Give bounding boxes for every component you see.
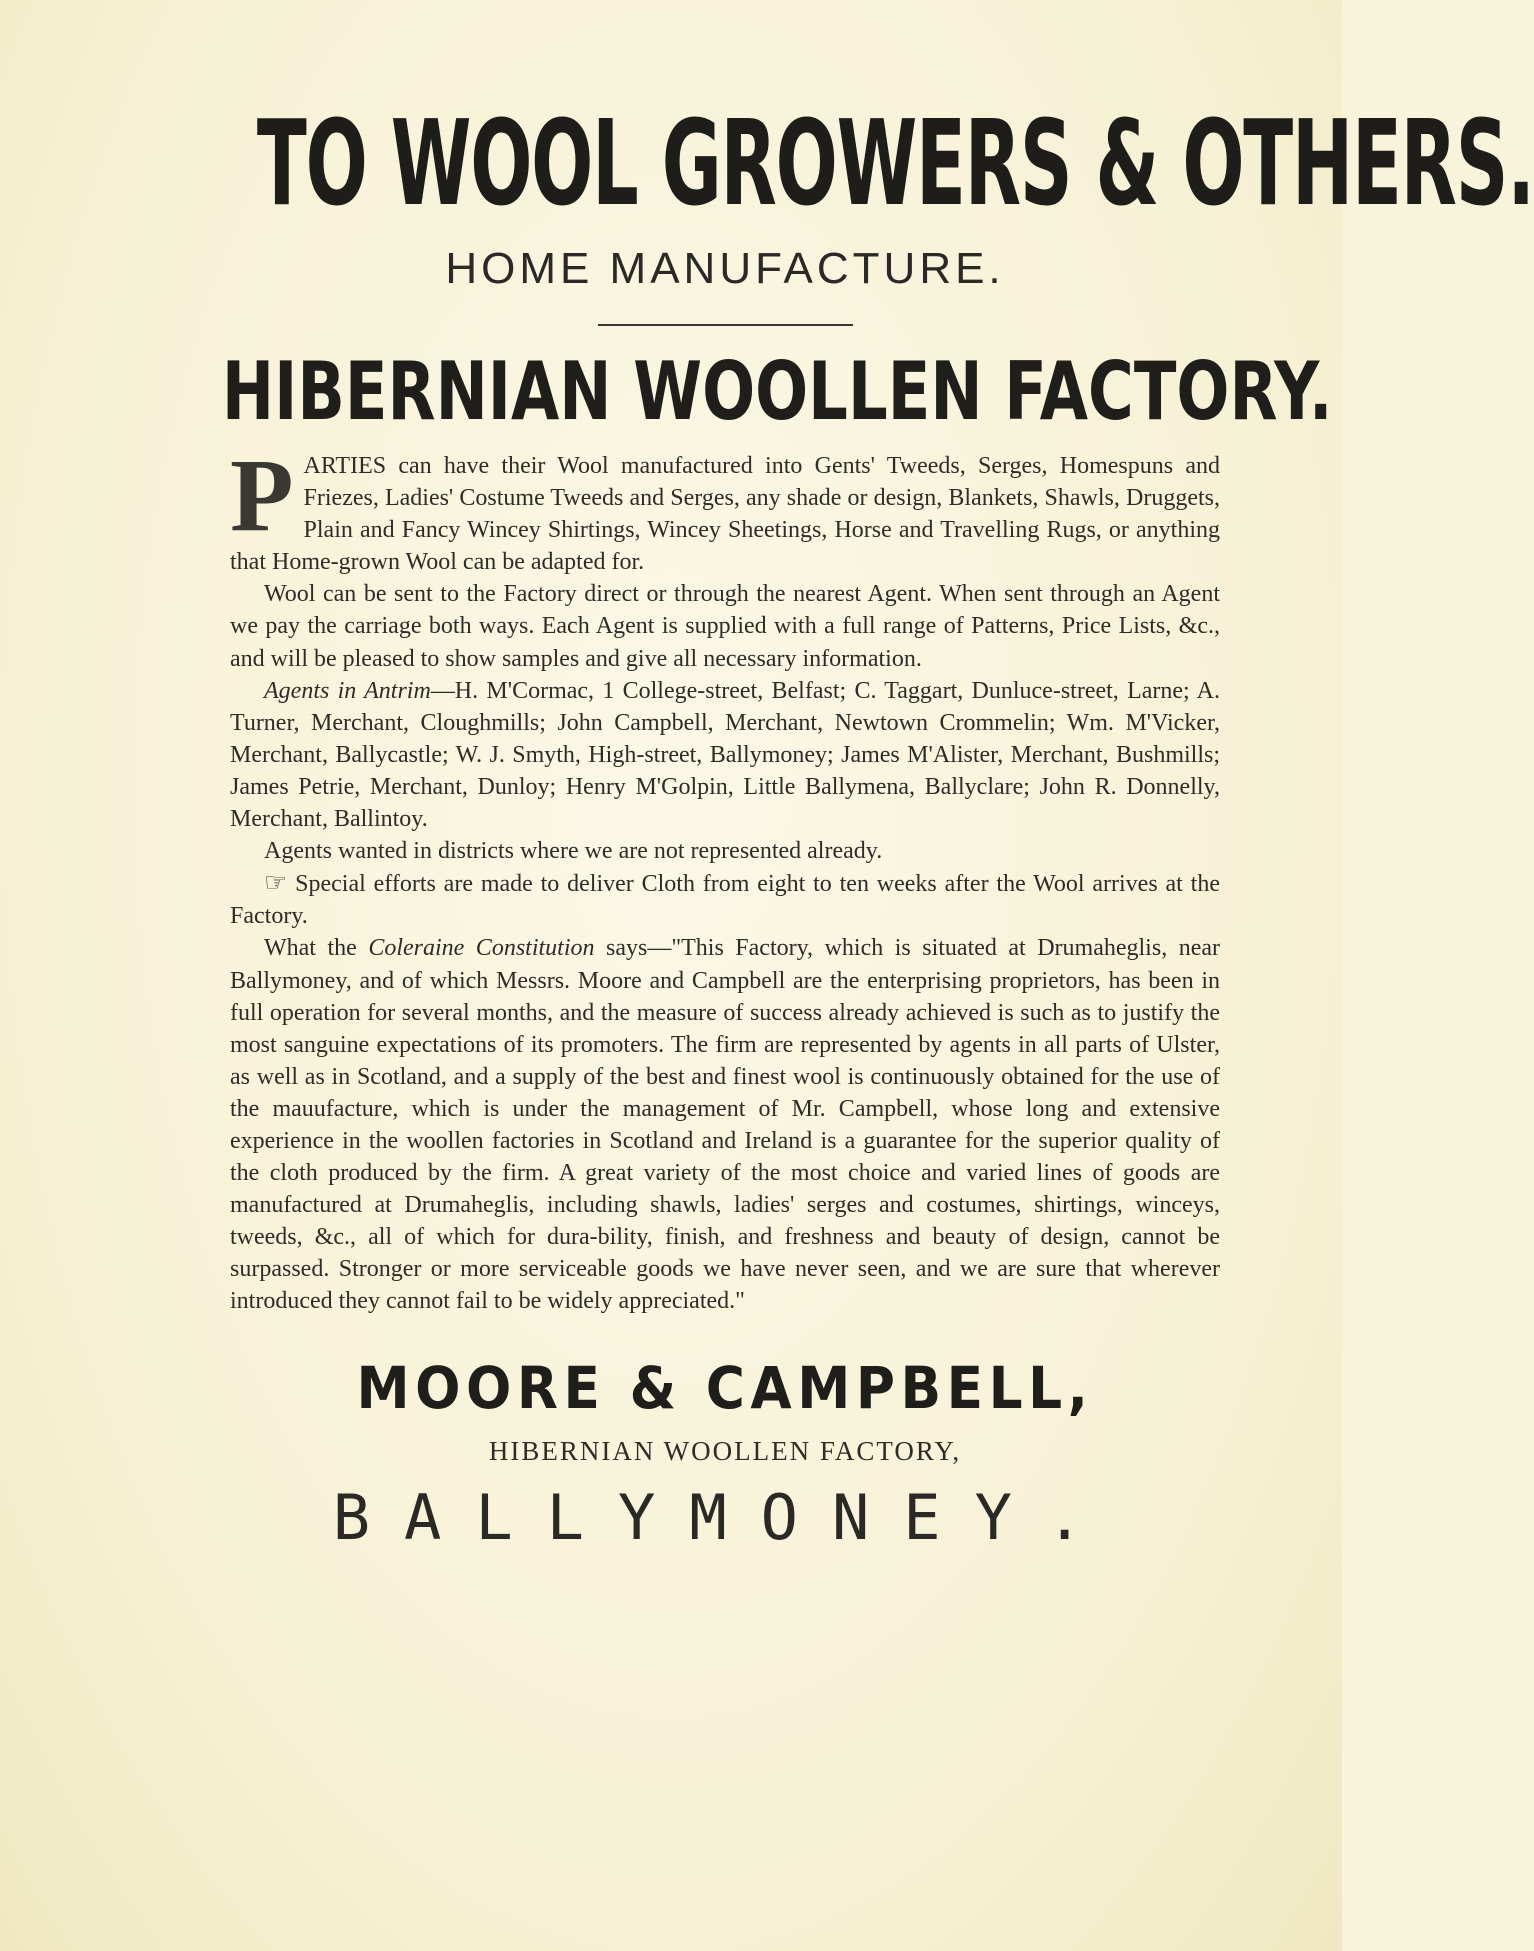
subheading: HOME MANUFACTURE. — [445, 244, 1005, 293]
town-name: BALLYMONEY. — [332, 1480, 1118, 1554]
testimonial-source: Coleraine Constitution — [368, 935, 595, 962]
pointing-hand-icon: ☞ — [264, 868, 288, 898]
headline: TO WOOL GROWERS & OTHERS. — [256, 94, 1534, 232]
paragraph-agents — [230, 675, 1220, 835]
advertisement-content — [221, 94, 1534, 1554]
paragraph-delivery: Wool can be sent to the Factory direct or through the nearest Agent. When sent through an Agent we pay the carriage both ways. Each Agent is supplied with a full range of Patterns, Price Lists, &c., and will be pleased to show samples and give all necessary information. — [230, 581, 1220, 672]
services-text: ARTIES can have their Wool manufactured into Gents' Tweeds, Serges, Homespuns and Friezes, Ladies' Costume Tweeds and Serges, any shade or design, Blankets, Shawls, Druggets, Plain and Fancy Wincey Shirtings, Wincey Sheetings, Horse and Travelling Rugs, or anything that Home-grown Wool can be adapted for. — [230, 453, 1220, 576]
factory-title: HIBERNIAN WOOLLEN FACTORY. — [221, 345, 1333, 438]
divider — [598, 324, 853, 326]
special-text: Special efforts are made to deliver Cloth from eight to ten weeks after the Wool arrives at the Factory. — [230, 871, 1220, 930]
testimonial-quote: says—"This Factory, which is situated at Drumaheglis, near Ballymoney, and of which Messrs. Moore and Campbell are the enterprising proprietors, has been in full operation for several months, and the measure of success already achieved is such as to justify the most sanguine expectations of its promoters. The firm are represented by agents in all parts of Ulster, as well as in Scotland, and a supply of the best and finest wool is continuously obtained for the use of the mauufacture, which is under the management of Mr. Campbell, whose long and extensive experience in the woollen factories in Scotland and Ireland is a guarantee for the superior quality of the cloth produced by the firm. A great variety of the most choice and varied lines of goods are manufactured at Drumaheglis, including shawls, ladies' serges and costumes, shirtings, winceys, tweeds, &c., all of which for dura-bility, finish, and freshness and beauty of design, cannot be surpassed. Stronger or more serviceable goods we have never seen, and we are sure that wherever introduced they cannot fail to be widely appreciated." — [230, 935, 1220, 1315]
firm-subtitle: HIBERNIAN WOOLLEN FACTORY, — [488, 1435, 962, 1466]
testimonial-intro: What the — [264, 935, 369, 962]
paragraph-special — [230, 867, 1220, 932]
paragraph-services — [230, 438, 1220, 578]
paragraph-testimonial — [230, 932, 1220, 1317]
agents-label: Agents in Antrim — [264, 677, 431, 704]
firm-name: MOORE & CAMPBELL, — [356, 1353, 1094, 1422]
paragraph-agents-wanted: Agents wanted in districts where we are not represented already. — [264, 838, 883, 865]
drop-cap: P — [230, 438, 294, 553]
agents-list: —H. M'Cormac, 1 College-street, Belfast; C. Taggart, Dunluce-street, Larne; A. Turner, Merchant, Cloughmills; John Campbell, Merchant, Newtown Crommelin; Wm. M'Vicker, Merchant, Ballycastle; W. J. Smyth, High-street, Ballymoney; James M'Alister, Merchant, Bushmills; James Petrie, Merchant, Dunloy; Henry M'Golpin, Little Ballymena, Ballyclare; John R. Donnelly, Merchant, Ballintoy. — [230, 677, 1220, 833]
advertisement-body — [230, 438, 1220, 1318]
